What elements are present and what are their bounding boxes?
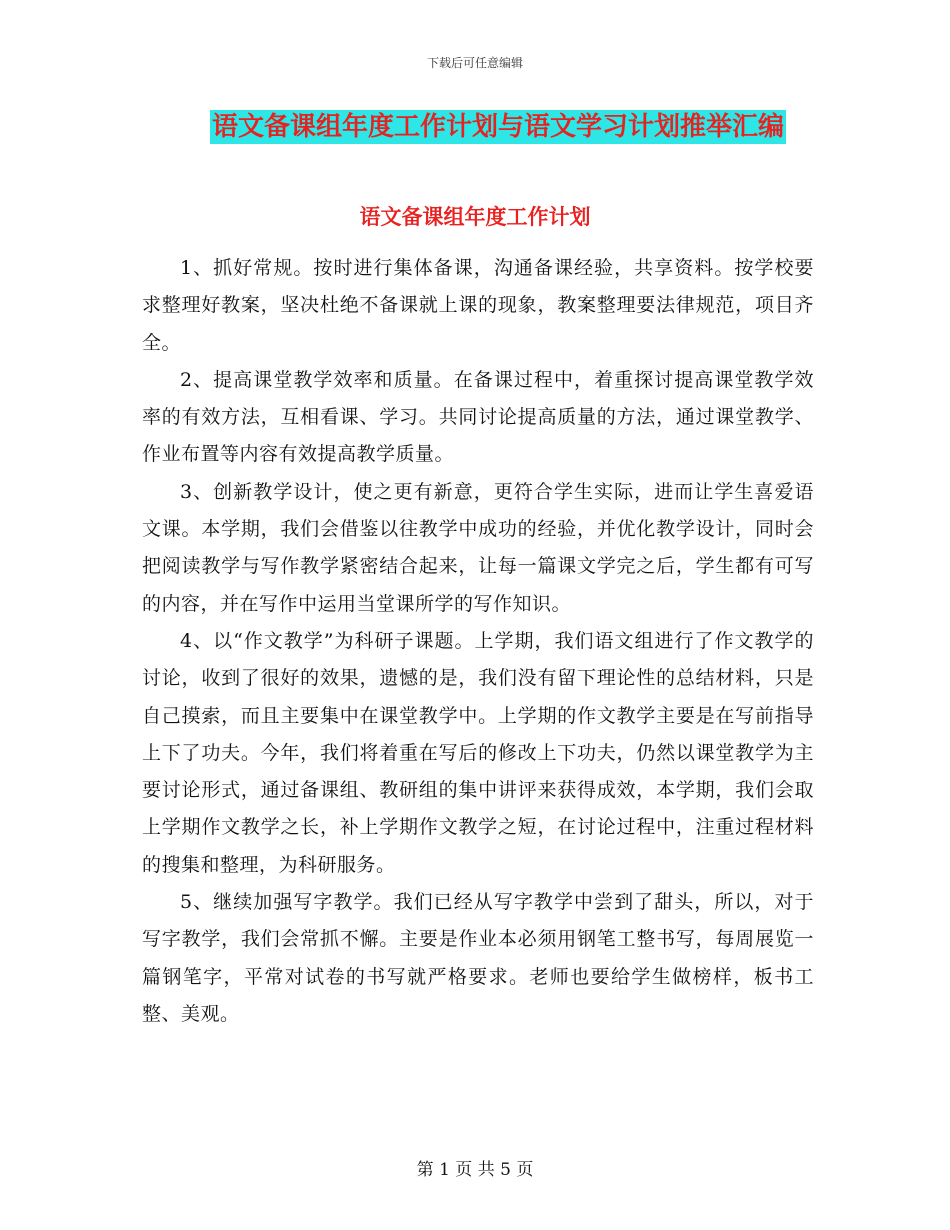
document-title-container (0, 110, 950, 144)
paragraph-5: 5、继续加强写字教学。我们已经从写字教学中尝到了甜头，所以，对于写字教学，我们会常抓不懈。主要是作业本必须用钢笔工整书写，每周展览一篇钢笔字，平常对试卷的书写就严格要求。老师也要给学生做榜样，板书工整、美观。 (142, 891, 814, 1025)
paragraph-3: 3、创新教学设计，使之更有新意，更符合学生实际，进而让学生喜爱语文课。本学期，我们会借鉴以往教学中成功的经验，并优化教学设计，同时会把阅读教学与写作教学紧密结合起来，让每一篇课文学完之后，学生都有可写的内容，并在写作中运用当堂课所学的写作知识。 (142, 480, 814, 615)
header-note: 下载后可任意编辑 (426, 56, 523, 70)
page-footer: 第 1 页 共 5 页 (416, 1160, 534, 1180)
document-body (142, 250, 814, 1033)
paragraph-1: 1、抓好常规。按时进行集体备课，沟通备课经验，共享资料。按学校要求整理好教案，坚决杜绝不备课就上课的现象，教案整理要法律规范，项目齐全。 (142, 257, 814, 354)
document-title: 语文备课组年度工作计划与语文学习计划推举汇编 (211, 112, 784, 142)
paragraph-4: 4、以“作文教学”为科研子课题。上学期，我们语文组进行了作文教学的讨论，收到了很好的效果，遗憾的是，我们没有留下理论性的总结材料，只是自己摸索，而且主要集中在课堂教学中。上学期的作文教学主要是在写前指导上下了功夫。今年，我们将着重在写后的修改上下功夫，仍然以课堂教学为主要讨论形式，通过备课组、教研组的集中讲评来获得成效，本学期，我们会取上学期作文教学之长，补上学期作文教学之短，在讨论过程中，注重过程材料的搜集和整理，为科研服务。 (142, 629, 814, 876)
paragraph-2: 2、提高课堂教学效率和质量。在备课过程中，着重探讨提高课堂教学效率的有效方法，互相看课、学习。共同讨论提高质量的方法，通过课堂教学、作业布置等内容有效提高教学质量。 (142, 368, 814, 466)
section-title: 语文备课组年度工作计划 (359, 204, 591, 229)
